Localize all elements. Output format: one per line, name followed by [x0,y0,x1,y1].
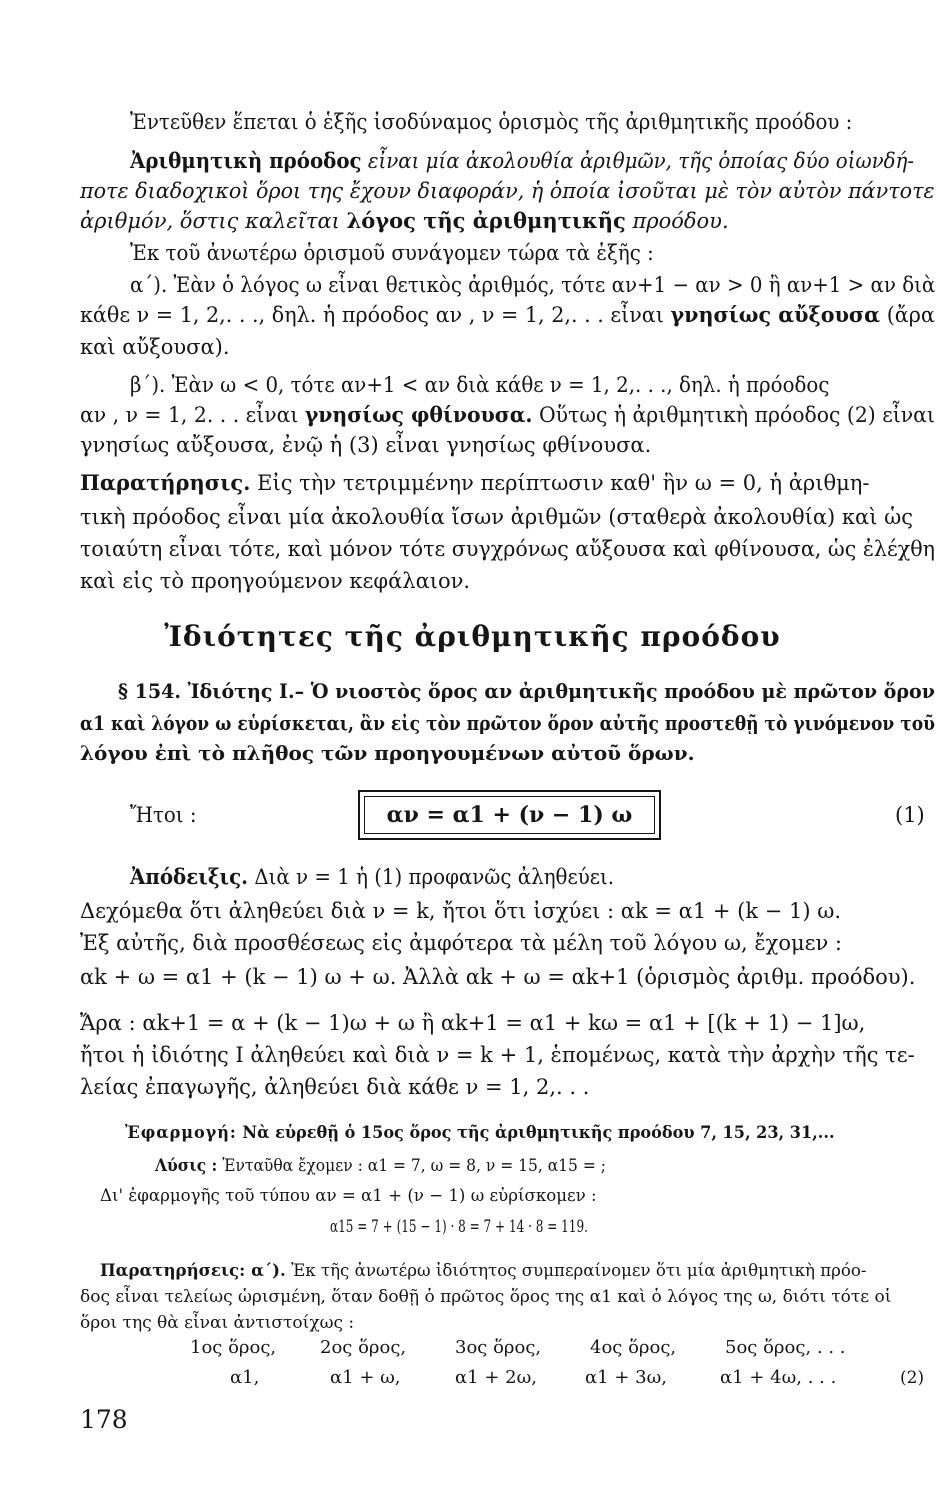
term-value: α1 + 2ω, [455,1367,537,1388]
text-line: α΄). Ἐὰν ὁ λόγος ω εἶναι θετικὸς ἀριθμός, τότε αν+1 − αν > 0 ἢ αν+1 > αν διὰ [130,273,936,297]
proof-line: Ἐξ αὐτῆς, διὰ προσθέσεως εἰς ἀμφότερα τὰ μέλη τοῦ λόγου ω, ἔχομεν : [80,931,843,955]
application-line [125,1120,935,1146]
definition-line: ποτε διαδοχικοὶ ὅροι της ἔχουν διαφοράν, ἡ ὁποία ἰσοῦται μὲ τὸν αὐτὸν πάντοτε [80,179,935,203]
remark-line [80,468,935,498]
text-span: Διὰ ν = 1 ἡ (1) προφανῶς ἀληθεύει. [248,865,615,889]
emphasis: γνησίως φθίνουσα. [304,402,533,427]
text-line: Ἐκ τοῦ ἀνωτέρω ὁρισμοῦ συνάγομεν τώρα τὰ ἑξῆς : [130,241,654,265]
section-number: § 154. Ἰδιότης Ι.– [118,679,305,703]
definition-text: προόδου. [625,209,729,233]
text-line: καὶ εἰς τὸ προηγούμενον κεφάλαιον. [80,569,471,593]
text-span: Ὁ νιοστὸς ὅρος αν ἀριθμητικῆς προόδου μὲ πρῶτον ὅρον [304,679,935,703]
proof-line: Ἄρα : αk+1 = α + (k − 1)ω + ω ἢ αk+1 = α1 + kω = α1 + [(k + 1) − 1]ω, [80,1011,866,1035]
text-span: κάθε ν = 1, 2,. . ., δηλ. ἡ πρόοδος αν , ν = 1, 2,. . . εἶναι [80,303,671,327]
proof-label: Ἀπόδειξις. [130,864,249,889]
text-span: Οὕτως ἡ ἀριθμητικὴ πρόοδος (2) εἶναι [532,403,935,427]
definition-line [80,206,935,236]
proof-line: Δεχόμεθα ὅτι ἀληθεύει διὰ ν = k, ἤτοι ὅτι ἰσχύει : αk = α1 + (k − 1) ω. [80,899,842,923]
text-span: Εἰς τὴν τετριμμένην περίπτωσιν καθ' ἣν ω = 0, ἡ ἀριθμη- [250,471,870,495]
term-label: 1ος ὅρος, [190,1337,277,1358]
solution-line [155,1153,935,1179]
page-number: 178 [80,1405,128,1434]
equation-number: (2) [900,1368,925,1388]
text-line: γνησίως αὔξουσα, ἐνῷ ἡ (3) εἶναι γνησίως φθίνουσα. [80,433,652,457]
text-span: (ἄρα [880,303,935,327]
solution-label: Λύσις : [155,1156,218,1176]
remark-line: δος εἶναι τελείως ὡρισμένη, ὅταν δοθῇ ὁ πρῶτος ὅρος της α1 καὶ ὁ λόγος της ω, διότι τότε οἱ [80,1287,892,1307]
remark-line: ὅροι της θὰ εἶναι ἀντιστοίχως : [80,1313,355,1333]
formula-inner-border [364,796,655,834]
text-span: Νὰ εὑρεθῇ ὁ 15ος ὅρος τῆς ἀριθμητικῆς προόδου 7, 15, 23, 31,... [236,1123,835,1143]
text-line [80,300,935,330]
solution-line: Δι' ἐφαρμογῆς τοῦ τύπου αν = α1 + (ν − 1) ω εὑρίσκομεν : [100,1186,597,1206]
term-label: 2ος ὅρος, [320,1337,407,1358]
proof-line [130,862,935,892]
text-line: β΄). Ἐὰν ω < 0, τότε αν+1 < αν διὰ κάθε ν = 1, 2,. . ., δηλ. ἡ πρόοδος [130,373,830,397]
formula-box [358,790,661,840]
section-heading: Ἰδιότητες τῆς ἀριθμητικῆς προόδου [164,620,781,653]
emphasis: γνησίως αὔξουσα [670,302,881,327]
definition-text: εἶναι μία ἀκολουθία ἀριθμῶν, τῆς ὁποίας δύο οἱωνδή- [361,149,915,173]
text-line: καὶ αὔξουσα). [80,335,230,359]
solution-result: α15 = 7 + (15 − 1) · 8 = 7 + 14 · 8 = 119. [330,1217,588,1237]
property-statement: λόγου ἐπὶ τὸ πλῆθος τῶν προηγουμένων αὐτοῦ ὅρων. [80,741,695,765]
remark-label: Παρατήρησις. [80,470,251,495]
definition-text: ἀριθμόν, ὅστις καλεῖται [80,209,347,233]
text-line: τικὴ πρόοδος εἶναι μία ἀκολουθία ἴσων ἀριθμῶν (σταθερὰ ἀκολουθία) καὶ ὡς [80,505,913,529]
definition-line [130,146,935,176]
equation-number: (1) [895,803,925,827]
application-label: Ἐφαρμογή: [125,1123,237,1143]
term-value: α1, [230,1367,260,1388]
term-label: 3ος ὅρος, [455,1337,542,1358]
text-span: Ἐνταῦθα ἔχομεν : α1 = 7, ω = 8, ν = 15, α15 = ; [217,1156,606,1176]
term-value: α1 + ω, [330,1367,401,1388]
property-statement [118,676,935,706]
term-label: 4ος ὅρος, [590,1337,677,1358]
term-value: α1 + 4ω, . . . [720,1367,837,1388]
term-label: 5ος ὅρος, . . . [725,1337,846,1358]
term-value: α1 + 3ω, [585,1367,667,1388]
text-line [80,400,935,430]
text-span: Ἐκ τῆς ἀνωτέρω ἰδιότητος συμπεραίνομεν ὅτι μία ἀριθμητικὴ πρόο- [285,1261,867,1281]
remark-label: Παρατηρήσεις: α΄). [100,1261,286,1281]
formula: αν = α1 + (ν − 1) ω [386,802,633,828]
definition-term: λόγος τῆς ἀριθμητικῆς [346,208,626,233]
proof-line: αk + ω = α1 + (k − 1) ω + ω. Ἀλλὰ αk + ω = αk+1 (ὁρισμὸς ἀριθμ. προόδου). [80,965,916,989]
text-line: Ἐντεῦθεν ἕπεται ὁ ἑξῆς ἰσοδύναμος ὁρισμὸς τῆς ἀριθμητικῆς προόδου : [130,110,853,134]
htoi-label: Ἤτοι : [130,803,197,827]
text-line: τοιαύτη εἶναι τότε, καὶ μόνον τότε συγχρόνως αὔξουσα καὶ φθίνουσα, ὡς ἐλέχθη [80,537,936,561]
definition-term: Ἀριθμητικὴ πρόοδος [130,148,362,173]
proof-line: ἤτοι ἡ ἰδιότης Ι ἀληθεύει καὶ διὰ ν = k + 1, ἑπομένως, κατὰ τὴν ἀρχὴν τῆς τε- [80,1043,915,1067]
property-statement: α1 καὶ λόγον ω εὑρίσκεται, ἂν εἰς τὸν πρῶτον ὅρον αὐτῆς προστεθῇ τὸ γινόμενον τοῦ [80,711,935,735]
proof-line: λείας ἐπαγωγῆς, ἀληθεύει διὰ κάθε ν = 1, 2,. . . [80,1075,590,1099]
text-span: αν , ν = 1, 2. . . εἶναι [80,403,305,427]
remark-line [100,1258,935,1284]
